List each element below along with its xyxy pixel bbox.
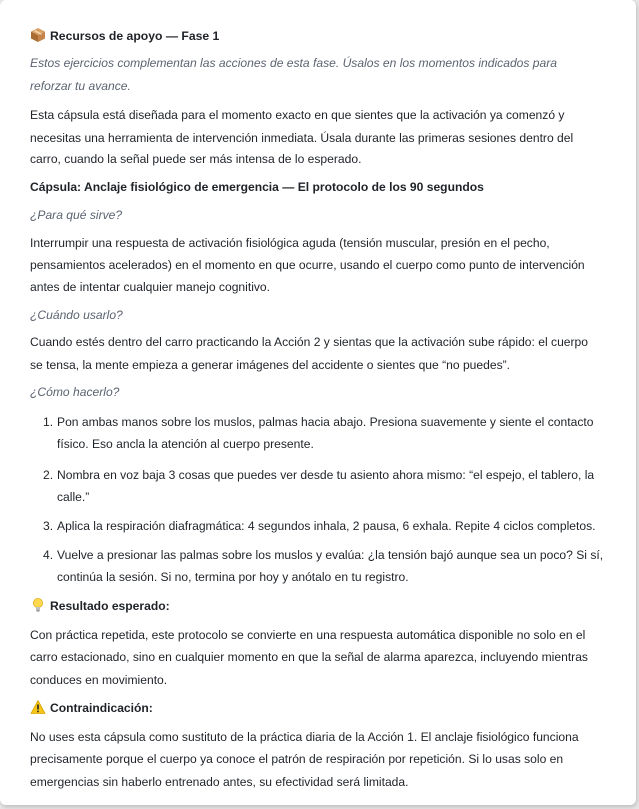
list-item-number: 1. [43,415,54,429]
cuando-heading: ¿Cuándo usarlo? [30,308,123,322]
list-item [30,411,634,457]
resultado-line-2: carro estacionado, sino en cualquier momento en que la señal de alarma aparezca, incluyendo mientras [30,650,588,664]
para-que-heading: ¿Para qué sirve? [30,208,123,222]
list-item-number: 4. [43,548,54,562]
para-que-line-1: Interrumpir una respuesta de activación fisiológica aguda (tensión muscular, presión en el pecho, [30,236,550,250]
para-que-line-3: antes de intentar cualquier manejo cognitivo. [30,280,271,294]
contra-line-2: precisamente porque el cuerpo ya conoce el patrón de respiración por repetición. Si lo usas solo en [30,752,564,766]
list-item [30,464,634,510]
intro-text-line-1: Esta cápsula está diseñada para el momento exacto en que sientes que la activación ya comenzó y [30,108,565,122]
list-item [30,544,634,590]
contra-line-3: emergencias sin haberlo entrenado antes, su efectividad será limitada. [30,775,409,789]
para-que-line-2: pensamientos acelerados) en el momento en que ocurre, usando el cuerpo como punto de intervención [30,258,585,272]
contra-heading-row [30,697,634,719]
list-item-number: 2. [43,468,54,482]
list-item-text: continúa la sesión. Si no, termina por hoy y anótalo en tu registro. [57,570,409,584]
capsule-title: Cápsula: Anclaje fisiológico de emergencia — El protocolo de los 90 segundos [30,180,484,194]
resultado-heading: Resultado esperado: [50,599,170,613]
contra-heading: Contraindicación: [50,701,153,715]
cuando-line-1: Cuando estés dentro del carro practicando la Acción 2 y sientas que la activación sube rápido: el cuerpo [30,335,588,349]
intro-text-line-2: necesitas una herramienta de intervención inmediata. Úsala durante las primeras sesiones dentro del [30,131,574,145]
list-item-number: 3. [43,519,54,533]
resultado-heading-row [30,595,634,617]
package-icon [30,27,46,43]
resultado-line-1: Con práctica repetida, este protocolo se convierte en una respuesta automática disponible no solo en el [30,628,586,642]
list-item [30,515,634,539]
lightbulb-icon [30,597,46,613]
intro-italic-line-2: reforzar tu avance. [30,79,131,93]
intro-text-line-3: carro, cuando la señal puede ser más intensa de lo esperado. [30,152,362,166]
section-header [30,25,634,47]
warning-icon [30,699,46,715]
list-item-text: Vuelve a presionar las palmas sobre los muslos y evalúa: ¿la tensión bajó aunque sea un poco? Si sí, [57,548,604,562]
cuando-line-2: se tensa, la mente empieza a generar imágenes del accidente o sientes que “no puedes”. [30,358,511,372]
intro-italic-line-1: Estos ejercicios complementan las acciones de esta fase. Úsalos en los momentos indicados para [30,56,558,70]
list-item-text: Pon ambas manos sobre los muslos, palmas hacia abajo. Presiona suavemente y siente el contacto [57,415,594,429]
list-item-text: Nombra en voz baja 3 cosas que puedes ver desde tu asiento ahora mismo: “el espejo, el tablero, la [57,468,595,482]
contra-line-1: No uses esta cápsula como sustituto de la práctica diaria de la Acción 1. El anclaje fisiológico funciona [30,730,579,744]
como-heading: ¿Cómo hacerlo? [30,385,120,399]
list-item-text: calle.” [57,490,90,504]
resultado-line-3: conduces en movimiento. [30,673,168,687]
list-item-text: Aplica la respiración diafragmática: 4 segundos inhala, 2 pausa, 6 exhala. Repite 4 ciclos completos. [57,519,596,533]
list-item-text: físico. Eso ancla la atención al cuerpo presente. [57,437,314,451]
section-title: Recursos de apoyo — Fase 1 [50,29,220,43]
